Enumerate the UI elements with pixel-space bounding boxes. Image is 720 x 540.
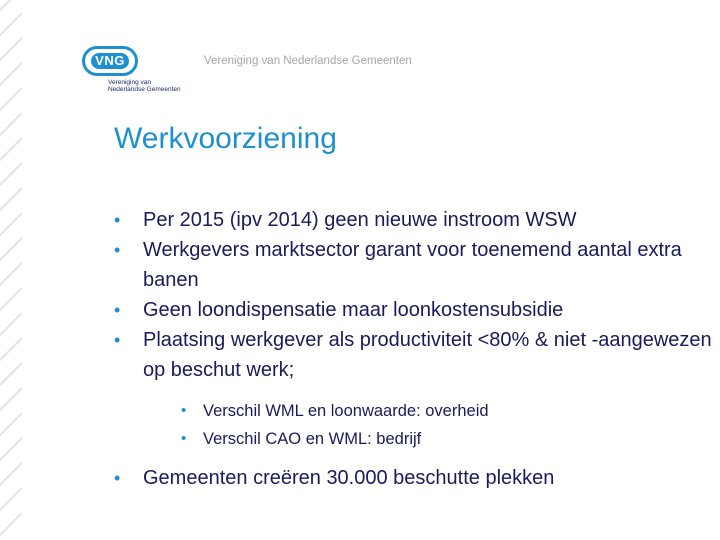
decorative-side-stripes bbox=[0, 0, 22, 540]
bullet-item bbox=[114, 295, 720, 325]
vng-logo bbox=[82, 46, 182, 98]
bullet-marker: • bbox=[114, 210, 121, 230]
bullet-marker: • bbox=[114, 468, 121, 488]
bullet-list bbox=[114, 205, 720, 493]
bullet-item bbox=[114, 463, 720, 493]
sub-bullet-item bbox=[181, 397, 720, 425]
sub-bullet-text: Verschil WML en loonwaarde: overheid bbox=[203, 402, 489, 420]
logo-text: VNG bbox=[91, 53, 129, 69]
bullet-marker: • bbox=[114, 300, 121, 320]
bullet-marker: • bbox=[114, 240, 121, 260]
slide-title: Werkvoorziening bbox=[114, 122, 337, 155]
bullet-text: Werkgevers marktsector garant voor toenemend aantal extra banen bbox=[143, 239, 682, 291]
sub-bullet-text: Verschil CAO en WML: bedrijf bbox=[203, 430, 422, 448]
bullet-text: Geen loondispensatie maar loonkostensubsidie bbox=[143, 299, 564, 321]
sub-bullet-marker: • bbox=[181, 402, 187, 419]
bullet-item bbox=[114, 325, 720, 453]
logo-subtext: Vereniging van Nederlandse Gemeenten bbox=[108, 79, 181, 93]
bullet-text: Plaatsing werkgever als productiviteit <80% & niet -aangewezen op beschut werk; bbox=[143, 329, 712, 381]
sub-bullet-marker: • bbox=[181, 430, 187, 447]
bullet-text: Gemeenten creëren 30.000 beschutte plekken bbox=[143, 467, 555, 489]
bullet-item bbox=[114, 235, 720, 295]
sub-bullet-item bbox=[181, 425, 720, 453]
logo-badge bbox=[82, 46, 138, 76]
bullet-marker: • bbox=[114, 330, 121, 350]
bullet-item bbox=[114, 205, 720, 235]
sub-bullet-list bbox=[143, 397, 720, 453]
organization-name: Vereniging van Nederlandse Gemeenten bbox=[204, 55, 412, 67]
bullet-text: Per 2015 (ipv 2014) geen nieuwe instroom WSW bbox=[143, 209, 577, 231]
